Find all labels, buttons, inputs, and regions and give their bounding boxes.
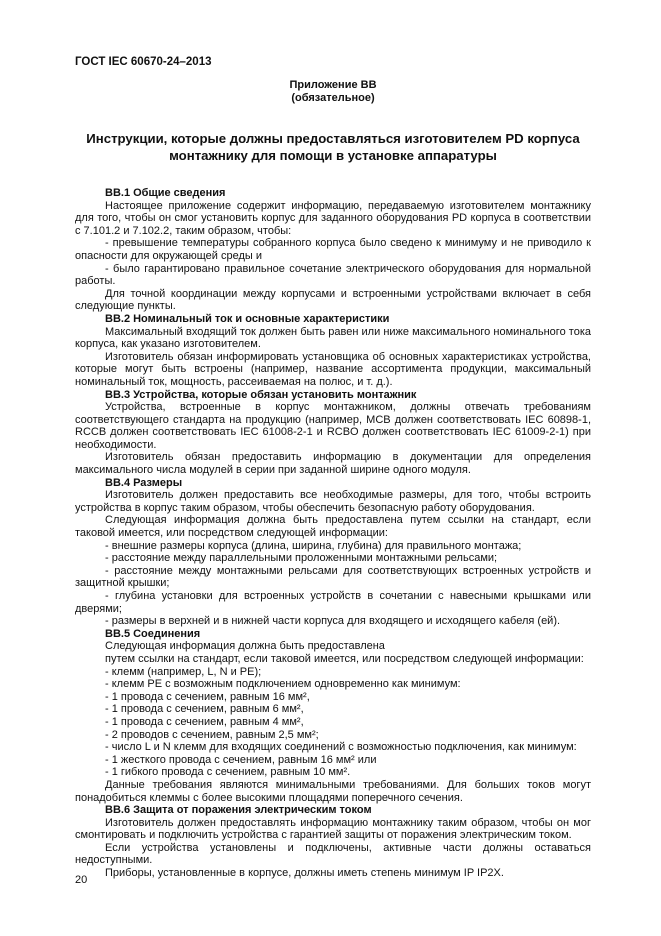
paragraph: - расстояние между монтажными рельсами для соответствующих встроенных устройств и защитной крышки; [75, 564, 591, 590]
section-heading: ВВ.4 Размеры [105, 476, 183, 489]
section-heading: ВВ.3 Устройства, которые обязан установить монтажник [105, 388, 417, 401]
paragraph: Следующая информация должна быть предоставлена путем ссылки на стандарт, если таковой имеется, или посредством следующей информации: [75, 514, 591, 540]
paragraph: Настоящее приложение содержит информацию, передаваемую изготовителем монтажнику для того, чтобы он смог установить корпус для заданного оборудования PD корпуса в соответствии с 7.101.2 и 7.102.2, таким образом, чтобы: [75, 199, 591, 237]
annex-label: Приложение ВВ [289, 79, 377, 91]
paragraph: - внешние размеры корпуса (длина, ширина, глубина) для правильного монтажа; [105, 539, 522, 552]
paragraph: Следующая информация должна быть предоставлена [105, 640, 385, 653]
paragraph: - расстояние между параллельными проложенными монтажными рельсами; [105, 552, 498, 565]
annex-qualifier: (обязательное) [291, 92, 375, 104]
paragraph: Изготовитель должен предоставить все необходимые размеры, для того, чтобы встроить устройства в корпус таким образом, чтобы обеспечить безопасную работу оборудования. [75, 489, 591, 514]
paragraph: - 1 жесткого провода с сечением, равным 16 мм² или [105, 753, 377, 766]
paragraph: - глубина установки для встроенных устройств в сочетании с навесными крышками или дверями; [75, 590, 591, 615]
paragraph: - 2 проводов с сечением, равным 2,5 мм²; [105, 728, 319, 741]
section-heading: ВВ.6 Защита от поражения электрическим током [105, 804, 372, 817]
paragraph: Устройства, встроенные в корпус монтажником, должны отвечать требованиям соответствующего стандарта на продукцию (например, МСВ должен соответствовать IEC 60898-1, RCCB должен соответствовать IEC 61008-2-1 и RCBO должен соответствовать IEC 61009-2-1) при необходимости. [75, 401, 591, 451]
paragraph: - клемм PE с возможным подключением одновременно как минимум: [105, 678, 461, 691]
annex-block [75, 79, 591, 105]
paragraph: - клемм (например, L, N и PE); [105, 665, 262, 678]
paragraph: - число L и N клемм для входящих соединений с возможностью подключения, как минимум: [105, 741, 577, 754]
paragraph: Если устройства установлены и подключены, активные части должны оставаться недоступными. [75, 841, 591, 867]
page-title: Инструкции, которые должны предоставляться изготовителем PD корпуса монтажнику для помощи в установке аппаратуры [86, 131, 580, 163]
paragraph: Изготовитель должен предоставлять информацию монтажнику таким образом, чтобы он мог смонтировать и подключить устройства с гарантией защиты от поражения электрическим током. [75, 816, 591, 842]
paragraph: - 1 провода с сечением, равным 16 мм², [105, 690, 310, 703]
paragraph: Максимальный входящий ток должен быть равен или ниже максимального номинального тока корпуса, как указано изготовителем. [75, 325, 591, 351]
page-number: 20 [75, 874, 88, 886]
paragraph: Приборы, установленные в корпусе, должны иметь степень минимум IP IP2X. [105, 867, 504, 880]
paragraph: Изготовитель обязан информировать установщика об основных характеристиках устройства, которые могут быть встроены (например, название ассортимента продукции, максимальный номинальный ток, мощность, рассеиваемая на полюс, и т. д.). [75, 350, 591, 388]
paragraph: - 1 провода с сечением, равным 4 мм², [105, 715, 304, 728]
paragraph: - 1 провода с сечением, равным 6 мм², [105, 703, 304, 716]
standard-code: ГОСТ IEC 60670-24–2013 [75, 56, 212, 68]
paragraph: - размеры в верхней и в нижней части корпуса для входящего и исходящего кабеля (ей). [105, 615, 561, 628]
paragraph: Для точной координации между корпусами и встроенными устройствами включает в себя следующие пункты. [75, 287, 591, 313]
paragraph: Изготовитель обязан предоставить информацию в документации для определения максимального числа модулей в серии при заданной ширине одного модуля. [75, 451, 591, 477]
section-heading: ВВ.5 Соединения [105, 627, 201, 640]
paragraph: Данные требования являются минимальными требованиями. Для больших токов могут понадобиться клеммы с более высокими площадями поперечного сечения. [75, 778, 591, 804]
paragraph: путем ссылки на стандарт, если таковой имеется, или посредством следующей информации: [105, 652, 584, 665]
paragraph: - было гарантировано правильное сочетание электрического оборудования для нормальной работы. [75, 262, 591, 288]
paragraph: - 1 гибкого провода с сечением, равным 10 мм². [105, 766, 351, 779]
paragraph: - превышение температуры собранного корпуса было сведено к минимуму и не приводило к опасности для окружающей среды и [75, 237, 591, 262]
content-blocks [75, 187, 591, 880]
section-heading: ВВ.1 Общие сведения [105, 187, 226, 199]
section-heading: ВВ.2 Номинальный ток и основные характеристики [105, 312, 390, 325]
